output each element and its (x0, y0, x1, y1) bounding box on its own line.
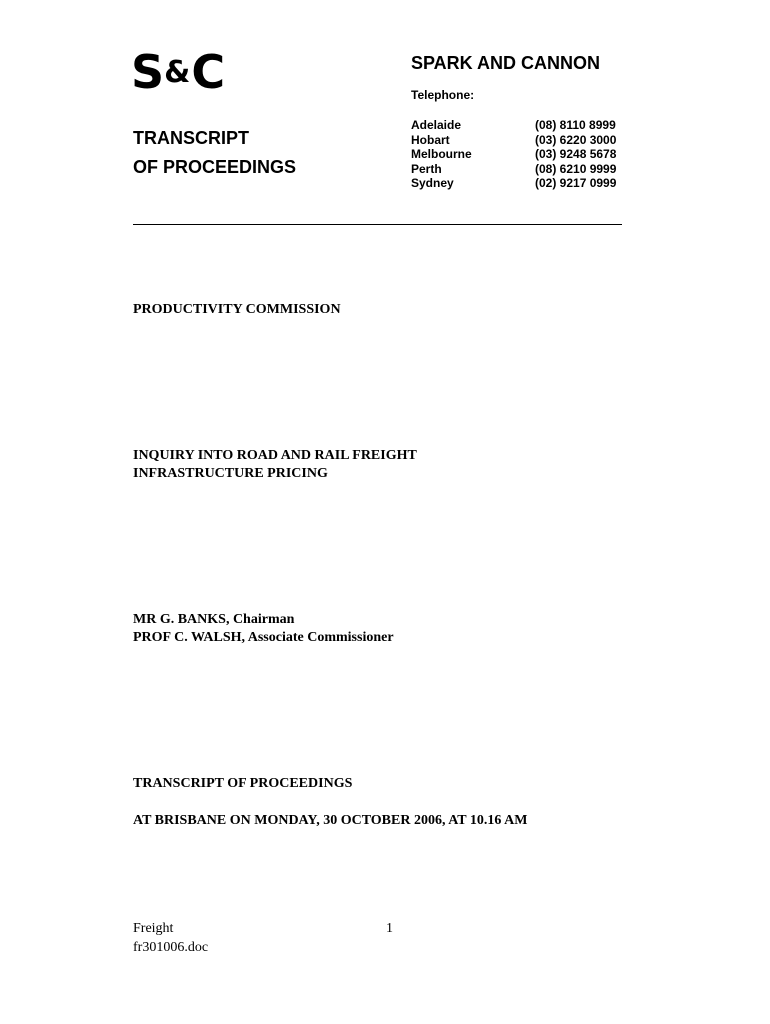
footer-file-info (133, 919, 208, 957)
office-row (411, 133, 635, 148)
inquiry-title-line-1: INQUIRY INTO ROAD AND RAIL FREIGHT (133, 448, 417, 463)
proceedings-title: TRANSCRIPT OF PROCEEDINGS (133, 776, 353, 791)
footer-filename: fr301006.doc (133, 940, 209, 955)
commission-members (133, 611, 394, 647)
office-row (411, 162, 635, 177)
document-heading (133, 124, 296, 182)
member-associate: PROF C. WALSH, Associate Commissioner (133, 630, 394, 645)
heading-line-1: TRANSCRIPT (133, 128, 249, 148)
office-row (411, 118, 635, 133)
footer-label: Freight (133, 921, 174, 936)
logo-letter-c: C (191, 45, 225, 99)
logo-ampersand: & (164, 55, 191, 90)
heading-line-2: OF PROCEEDINGS (133, 157, 297, 177)
logo-letter-s: S (131, 45, 164, 99)
office-phone: (03) 9248 5678 (535, 147, 617, 162)
office-city: Adelaide (411, 118, 462, 132)
header-divider (133, 224, 622, 225)
office-city: Sydney (411, 176, 454, 191)
member-chairman: MR G. BANKS, Chairman (133, 612, 295, 627)
commission-name: PRODUCTIVITY COMMISSION (133, 302, 341, 317)
office-row (411, 176, 635, 191)
telephone-label: Telephone: (411, 88, 475, 102)
office-city: Hobart (411, 132, 450, 147)
office-phone: (08) 6210 9999 (535, 161, 617, 176)
page-number: 1 (386, 921, 393, 936)
office-row (411, 147, 635, 162)
office-city: Perth (411, 161, 442, 176)
inquiry-title (133, 447, 417, 483)
company-logo (131, 44, 224, 101)
office-city: Melbourne (411, 147, 472, 162)
inquiry-title-line-2: INFRASTRUCTURE PRICING (133, 466, 328, 481)
office-phone: (08) 8110 8999 (535, 118, 616, 132)
proceedings-date-location: AT BRISBANE ON MONDAY, 30 OCTOBER 2006, AT 10.16 AM (133, 813, 528, 828)
firm-name: SPARK AND CANNON (411, 53, 600, 73)
office-phone-list (411, 118, 635, 191)
office-phone: (03) 6220 3000 (535, 132, 617, 147)
office-phone: (02) 9217 0999 (535, 176, 617, 191)
